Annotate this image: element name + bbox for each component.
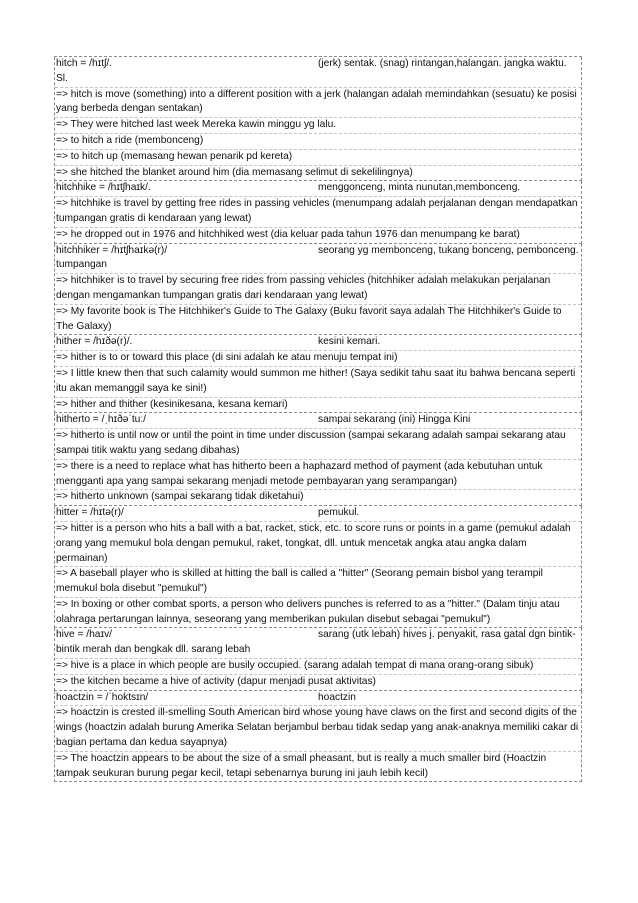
example-line: => They were hitched last week Mereka kawin minggu yg lalu.: [55, 117, 581, 133]
example-line: => hitch is move (something) into a different position with a jerk (halangan adalah memindahkan (sesuatu) ke posisi yang berbeda dengan sentakan): [55, 87, 581, 118]
entry-term: hitherto = /ˌhɪðəˈtuː/: [56, 414, 146, 426]
example-line: => hitchhiker is to travel by securing free rides from passing vehicles (hitchhiker adalah melakukan perjalanan dengan mengamankan tumpangan gratis dari kendaraan yang lewat): [55, 273, 581, 304]
example-line: => hoactzin is crested ill-smelling South American bird whose young have claws on the first and second digits of the wings (hoactzin adalah burung Amerika Selatan berjambul berbau tidak sedap yang anak-anaknya memiliki cakar di bagian pertama dan kedua sayapnya): [55, 705, 581, 750]
entry-header: [55, 413, 581, 428]
entry-header: [55, 57, 581, 87]
example-line: => she hitched the blanket around him (dia memasang selimut di sekelilingnya): [55, 165, 581, 181]
example-line: => hither is to or toward this place (di sini adalah ke atau menuju tempat ini): [55, 350, 581, 366]
entry-translation: pemukul.: [318, 507, 360, 519]
entry-header: [55, 244, 581, 274]
example-line: => there is a need to replace what has hitherto been a haphazard method of payment (ada kebutuhan untuk mengganti apa yang sampai sekarang menjadi metode pembayaran yang serampangan): [55, 459, 581, 490]
example-line: => I little knew then that such calamity would summon me hither! (Saya sedikit tahu saat itu bahwa bencana seperti itu akan memanggil saya ke sini!): [55, 366, 581, 397]
dictionary-entry: [54, 413, 582, 506]
example-line: => the kitchen became a hive of activity (dapur menjadi pusat aktivitas): [55, 674, 581, 690]
example-line: => hitter is a person who hits a ball with a bat, racket, stick, etc. to score runs or points in a game (pemukul adalah orang yang memukul bola dengan pemukul, raket, tongkat, dll. untuk mencetak angka atau angka dalam permainan): [55, 521, 581, 566]
entry-term: hither = /hɪðə(r)/.: [56, 336, 133, 348]
entry-translation: (jerk) sentak. (snag) rintangan,halangan. jangka waktu. Sl.: [56, 58, 567, 84]
entry-translation: hoactzin: [318, 691, 356, 703]
dictionary-document: [54, 56, 582, 782]
example-line: => he dropped out in 1976 and hitchhiked west (dia keluar pada tahun 1976 dan menumpang ke barat): [55, 227, 581, 243]
entry-header: [55, 335, 581, 350]
entry-translation: kesini kemari.: [318, 336, 381, 348]
entry-translation: seorang yg membonceng, tukang bonceng, pembonceng. tumpangan: [56, 244, 579, 271]
entry-translation: sarang (utk lebah) hives j. penyakit, rasa gatal dgn bintik-bintik merah dan bengkak dll. sarang lebah: [56, 629, 576, 656]
example-line: => hive is a place in which people are busily occupied. (sarang adalah tempat di mana orang-orang sibuk): [55, 658, 581, 674]
example-line: => hitherto is until now or until the point in time under discussion (sampai sekarang adalah sampai sekarang atau sampai titik waktu yang sedang dibahas): [55, 428, 581, 459]
dictionary-entry: [54, 244, 582, 336]
example-line: => In boxing or other combat sports, a person who delivers punches is referred to as a "hitter." (Dalam tinju atau olahraga pertarungan lainnya, seseorang yang memberikan pukulan disebut sebagai "pemukul"): [55, 597, 581, 628]
example-line: => hither and thither (kesinikesana, kesana kemari): [55, 397, 581, 413]
entry-header: [55, 506, 581, 521]
entry-term: hitter = /hɪtə(r)/: [56, 507, 124, 519]
dictionary-entry: [54, 57, 582, 181]
entry-term: hitchhiker = /hɪtʃhaɪkə(r)/: [56, 244, 168, 256]
entry-header: [55, 628, 581, 658]
dictionary-entry: [54, 506, 582, 628]
dictionary-entry: [54, 628, 582, 690]
example-line: => hitherto unknown (sampai sekarang tidak diketahui): [55, 489, 581, 505]
entry-term: hitch = /hɪtʃ/.: [56, 58, 113, 69]
example-line: => The hoactzin appears to be about the size of a small pheasant, but is really a much smaller bird (Hoactzin tampak seukuran burung pegar kecil, tetapi sebenarnya burung ini jauh lebih kecil): [55, 751, 581, 782]
example-line: => hitchhike is travel by getting free rides in passing vehicles (menumpang adalah perjalanan dengan mendapatkan tumpangan gratis di kendaraan yang lewat): [55, 196, 581, 227]
entry-term: hive = /haɪv/: [56, 629, 113, 641]
example-line: => to hitch up (memasang hewan penarik pd kereta): [55, 149, 581, 165]
dictionary-entry: [54, 181, 582, 243]
example-line: => A baseball player who is skilled at hitting the ball is called a "hitter" (Seorang pemain bisbol yang terampil memukul bola disebut "pemukul"): [55, 566, 581, 597]
entry-header: [55, 181, 581, 196]
example-line: => My favorite book is The Hitchhiker's Guide to The Galaxy (Buku favorit saya adalah The Hitchhiker's Guide to The Galaxy): [55, 304, 581, 335]
entry-term: hoactzin = /ˈhoktsɪn/: [56, 691, 149, 703]
dictionary-entry: [54, 691, 582, 783]
entry-translation: sampai sekarang (ini) Hingga Kini: [318, 414, 471, 426]
entry-translation: menggonceng, minta nunutan,membonceng.: [318, 182, 521, 194]
entry-term: hitchhike = /hɪtʃhaɪk/.: [56, 182, 151, 194]
example-line: => to hitch a ride (membonceng): [55, 133, 581, 149]
dictionary-entry: [54, 335, 582, 413]
entry-header: [55, 691, 581, 706]
